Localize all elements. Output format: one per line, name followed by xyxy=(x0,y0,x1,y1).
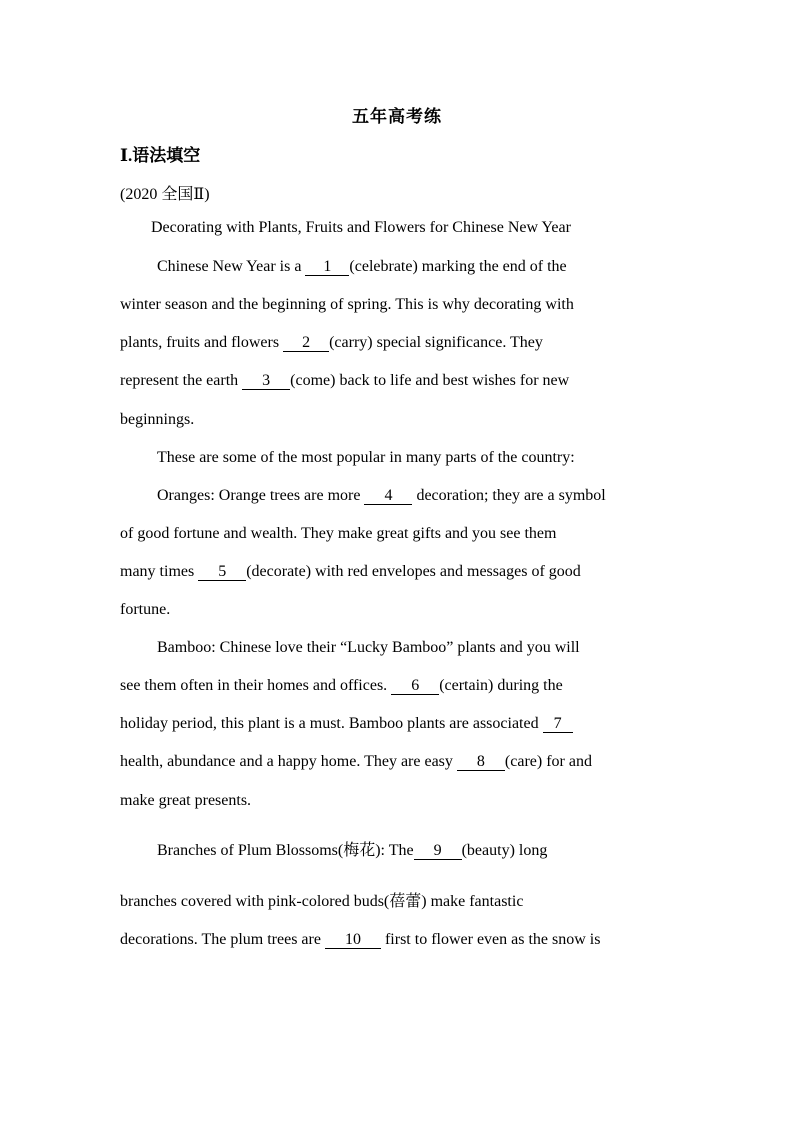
passage-line: Bamboo: Chinese love their “Lucky Bamboo” plants and you will xyxy=(157,639,580,656)
passage-line xyxy=(120,334,543,352)
text-segment: see them often in their homes and offices. xyxy=(120,677,392,694)
passage-line: make great presents. xyxy=(120,792,252,809)
passage-line xyxy=(157,258,567,276)
blank-4: 4 xyxy=(364,488,412,505)
text-segment: (come) back to life and best wishes for new xyxy=(290,372,570,389)
passage-title: Decorating with Plants, Fruits and Flowers for Chinese New Year xyxy=(151,219,571,236)
text-segment: decoration; they are a symbol xyxy=(412,487,606,504)
text-segment: (beauty) long xyxy=(461,842,548,859)
text-segment: (carry) special significance. They xyxy=(329,334,543,351)
text-segment: plants, fruits and flowers xyxy=(120,334,284,351)
text-segment: (care) for and xyxy=(504,753,592,770)
text-segment: first to flower even as the snow is xyxy=(380,931,601,948)
text-segment: many times xyxy=(120,563,199,580)
section-heading: Ⅰ.语法填空 xyxy=(120,146,201,165)
blank-5: 5 xyxy=(198,564,246,581)
text-segment: (celebrate) marking the end of the xyxy=(349,258,567,275)
passage-line xyxy=(120,753,592,771)
passage-line xyxy=(157,487,606,505)
passage-line: branches covered with pink-colored buds(蓓蕾) make fantastic xyxy=(120,893,524,910)
blank-2: 2 xyxy=(283,335,329,352)
blank-7: 7 xyxy=(543,716,573,733)
passage-line: fortune. xyxy=(120,601,171,618)
passage-line: of good fortune and wealth. They make great gifts and you see them xyxy=(120,525,557,542)
text-segment: (certain) during the xyxy=(439,677,563,694)
blank-3: 3 xyxy=(242,373,290,390)
text-segment: Chinese New Year is a xyxy=(157,258,306,275)
text-segment: holiday period, this plant is a must. Bamboo plants are associated xyxy=(120,715,543,732)
passage-line: winter season and the beginning of spring. This is why decorating with xyxy=(120,296,574,313)
blank-10: 10 xyxy=(325,932,381,949)
passage-line xyxy=(120,677,563,695)
text-segment: decorations. The plum trees are xyxy=(120,931,325,948)
passage-line xyxy=(120,372,569,390)
blank-9: 9 xyxy=(414,843,462,860)
passage-line xyxy=(120,563,581,581)
passage-line: beginnings. xyxy=(120,411,195,428)
text-segment: (decorate) with red envelopes and messages of good xyxy=(246,563,581,580)
passage-line xyxy=(120,715,573,733)
page-title: 五年高考练 xyxy=(352,107,442,126)
blank-1: 1 xyxy=(305,259,349,276)
blank-6: 6 xyxy=(391,678,439,695)
text-segment: Oranges: Orange trees are more xyxy=(157,487,365,504)
text-segment: Branches of Plum Blossoms(梅花): The xyxy=(157,842,414,859)
blank-8: 8 xyxy=(457,754,505,771)
passage-line: These are some of the most popular in many parts of the country: xyxy=(157,449,575,466)
exam-source: (2020 全国Ⅱ) xyxy=(120,186,210,203)
text-segment: health, abundance and a happy home. They are easy xyxy=(120,753,457,770)
passage-line xyxy=(120,931,600,949)
text-segment: represent the earth xyxy=(120,372,243,389)
passage-line xyxy=(157,837,547,860)
